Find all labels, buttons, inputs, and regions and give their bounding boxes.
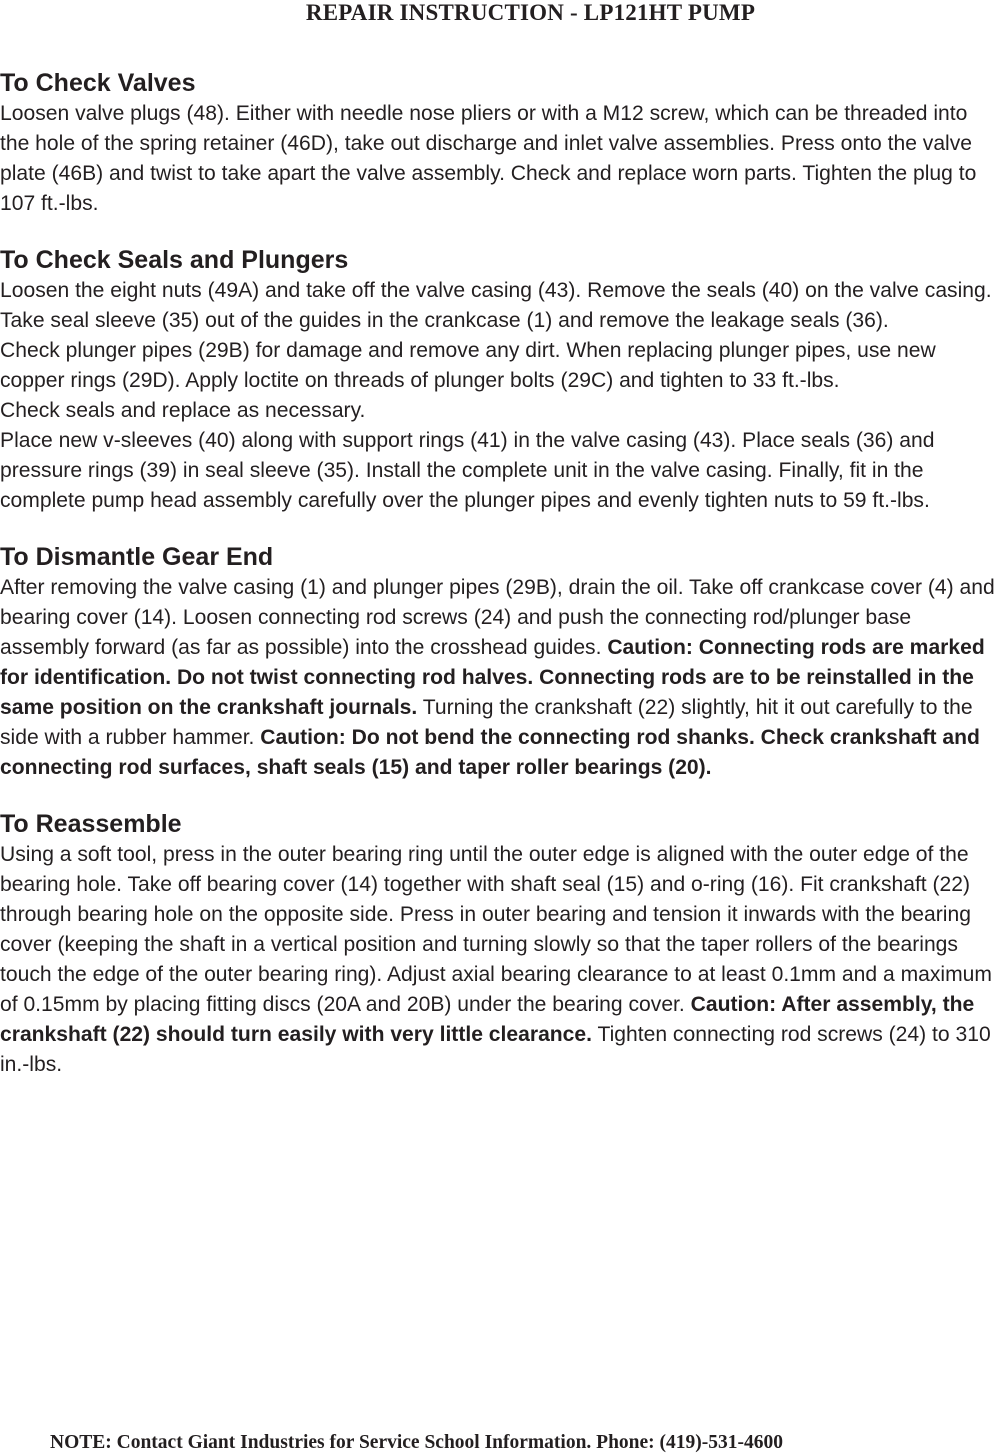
section-check-seals-plungers <box>0 245 1001 516</box>
section-paragraph: Loosen valve plugs (48). Either with needle nose pliers or with a M12 screw, which can be threaded into the hole of the spring retainer (46D), take out discharge and inlet valve assemblies. Press onto the valve plate (46B) and twist to take apart the valve assembly. Check and replace worn parts. Tighten the plug to 107 ft.-lbs. <box>0 102 977 215</box>
section-dismantle-gear-end <box>0 542 1001 783</box>
caution-text: Caution: After assembly, the crankshaft (22) should turn easily with very little clearance. <box>0 993 975 1046</box>
document-body <box>0 68 1001 1106</box>
section-check-valves <box>0 68 1001 219</box>
body-text: After removing the valve casing (1) and plunger pipes (29B), drain the oil. Take off crankcase cover (4) and bearing cover (14). Loosen connecting rod screws (24) and push the connecting rod/plunger base assembly forward (as far as possible) into the crosshead guides. <box>0 576 995 659</box>
section-reassemble <box>0 809 1001 1080</box>
section-heading: To Reassemble <box>0 810 182 838</box>
section-paragraph: Check plunger pipes (29B) for damage and remove any dirt. When replacing plunger pipes, use new copper rings (29D). Apply loctite on threads of plunger bolts (29C) and tighten to 33 ft.-lbs. <box>0 339 936 392</box>
body-text: Tighten connecting rod screws (24) to 310 in.-lbs. <box>0 1023 991 1076</box>
section-paragraph: Loosen the eight nuts (49A) and take off the valve casing (43). Remove the seals (40) on the valve casing. Take seal sleeve (35) out of the guides in the crankcase (1) and remove the leakage seals (36). <box>0 279 992 332</box>
body-text: Using a soft tool, press in the outer bearing ring until the outer edge is aligned with the outer edge of the bearing hole. Take off bearing cover (14) together with shaft seal (15) and o-ring (16). Fit crankshaft (22) through bearing hole on the opposite side. Press in outer bearing and tension it inwards with the bearing cover (keeping the shaft in a vertical position and turning slowly so that the taper rollers of the bearings touch the edge of the outer bearing ring). Adjust axial bearing clearance to at least 0.1mm and a maximum of 0.15mm by placing fitting discs (20A and 20B) under the bearing cover. <box>0 843 992 1016</box>
section-heading: To Dismantle Gear End <box>0 543 274 571</box>
section-paragraph <box>0 573 1001 783</box>
footer-note: NOTE: Contact Giant Industries for Service School Information. Phone: (419)-531-4600 <box>50 1432 784 1453</box>
body-text: Turning the crankshaft (22) slightly, hit it out carefully to the side with a rubber hammer. <box>0 696 973 749</box>
document-title: REPAIR INSTRUCTION - LP121HT PUMP <box>305 0 756 25</box>
section-paragraph <box>0 840 1001 1080</box>
section-heading: To Check Valves <box>0 69 196 97</box>
caution-text: Caution: Connecting rods are marked for identification. Do not twist connecting rod halves. Connecting rods are to be reinstalled in the same position on the crankshaft journals. <box>0 636 985 719</box>
caution-text: Caution: Do not bend the connecting rod shanks. Check crankshaft and connecting rod surfaces, shaft seals (15) and taper roller bearings (20). <box>0 726 980 779</box>
section-heading: To Check Seals and Plungers <box>0 246 349 274</box>
section-paragraph: Place new v-sleeves (40) along with support rings (41) in the valve casing (43). Place seals (36) and pressure rings (39) in seal sleeve (35). Install the complete unit in the valve casing. Finally, fit in the complete pump head assembly carefully over the plunger pipes and evenly tighten nuts to 59 ft.-lbs. <box>0 429 935 512</box>
section-paragraph: Check seals and replace as necessary. <box>0 399 366 422</box>
